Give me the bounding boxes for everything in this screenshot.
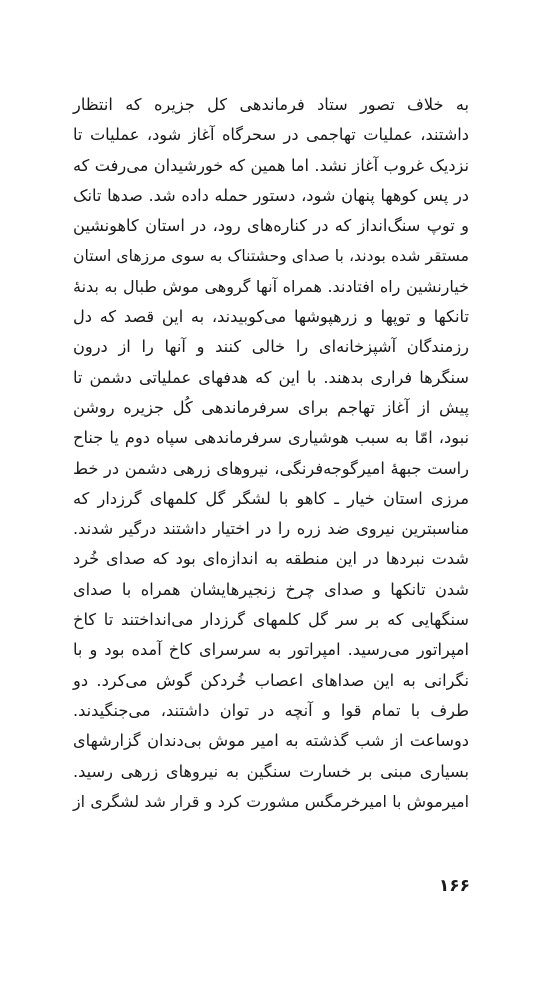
- text-line: امیرموش با امیرخرمگس مشورت کرد و قرار شد لشگری از: [73, 791, 469, 811]
- text-line: دوساعت از شب گذشته به امیر موش بی‌دندان گزارشهای: [73, 731, 469, 751]
- text-line: شدت نبردها در این منطقه به اندازه‌ای بود که صدای خُرد: [73, 549, 469, 569]
- text-line: مرزی استان خیار ـ کاهو با لشگر گل کلمهای گرزدار که: [73, 488, 469, 508]
- text-line: سنگهایی که بر سر گل کلمهای گرزدار می‌انداختند تا کاخ: [73, 610, 469, 630]
- text-line: خیارنشین راه افتادند. همراه آنها گروهی موش طبال به بدنهٔ: [73, 276, 469, 296]
- text-line: تانکها و توپها و زرهپوشها می‌کوبیدند، به این قصد که دل: [73, 307, 469, 327]
- text-line: شدن تانکها و صدای چرخ زنجیرهایشان همراه با صدای: [73, 579, 469, 599]
- text-line: نزدیک غروب آغاز نشد. اما همین که خورشیدان می‌رفت که: [73, 155, 469, 175]
- text-line: نگرانی به این صداهای اعصاب خُردکن گوش می‌کرد. دو: [73, 670, 469, 690]
- text-line: بسیاری مبنی بر خسارت سنگین به نیروهای زرهی رسید.: [73, 761, 469, 781]
- text-line: امپراتور می‌رسید. امپراتور به سرسرای کاخ آمده بود و با: [73, 640, 469, 660]
- text-line: به خلاف تصور ستاد فرماندهی کل جزیره که انتظار: [73, 95, 469, 114]
- text-line: راست جبههٔ امیرگوجه‌فرنگی، نیروهای زرهی دشمن در خط: [73, 458, 469, 478]
- text-line: سنگرها فراری بدهند. با این که هدفهای عملیاتی دشمن تا: [73, 367, 469, 387]
- body-text: [73, 90, 469, 817]
- text-line: در پس کوهها پنهان شود، دستور حمله داده شد. صدها تانک: [73, 185, 469, 205]
- text-line: پیش از آغاز تهاجم برای سرفرماندهی کُل جزیره روشن: [73, 397, 469, 417]
- text-line: طرف با تمام قوا و آنچه در توان داشتند، می‌جنگیدند.: [73, 700, 469, 720]
- text-line: رزمندگان آشپزخانه‌ای را خالی کنند و آنها را از درون: [73, 337, 469, 357]
- text-line: مستقر شده بودند، با صدای وحشتناک به سوی مرزهای استان: [73, 247, 469, 266]
- text-line: نبود، امّا به سبب هوشیاری سرفرماندهی سپاه دوم یا جناح: [73, 428, 469, 448]
- page-number: ۱۶۶: [438, 876, 470, 896]
- text-line: و توپ سنگ‌انداز که در کناره‌های رود، در استان کاهونشین: [73, 216, 469, 236]
- text-line: داشتند، عملیات تهاجمی در سحرگاه آغاز شود، عملیات تا: [73, 125, 469, 145]
- text-line: مناسبترین نیروی ضد زره را در اختیار داشتند درگیر شدند.: [73, 519, 469, 539]
